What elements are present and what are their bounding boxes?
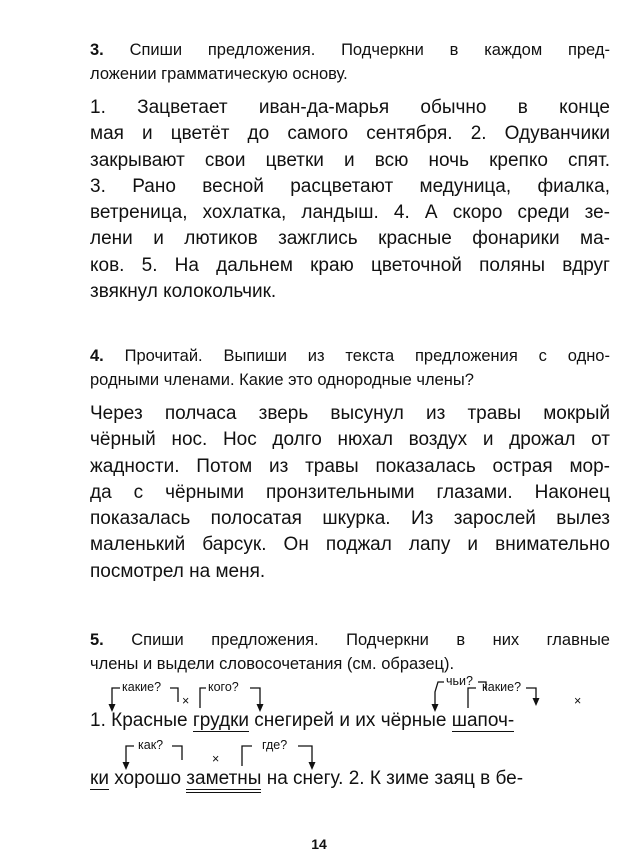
text-fragment: снегирей и их чёрные [249, 710, 452, 731]
text-line: 3. Рано весной расцветают медуница, фиалка, [90, 175, 610, 197]
text-line: звякнул колокольчик. [90, 281, 277, 303]
subject-word: ки [90, 768, 109, 789]
question-label: какие? [482, 680, 522, 694]
text-line: мая и цветёт до самого сентября. 2. Одуванчики [90, 123, 610, 145]
text-line: ков. 5. На дальнем краю цветочной поляны вдруг [90, 254, 610, 276]
text-line: 1. Зацветает иван-да-марья обычно в конце [90, 97, 610, 118]
page-number: 14 [311, 836, 327, 852]
question-label: где? [262, 738, 288, 752]
subject-word: шапоч- [451, 710, 515, 731]
text-fragment: 1. Красные [90, 710, 193, 731]
text-line: ветреница, хохлатка, ландыш. 4. А скоро среди зе- [90, 202, 610, 224]
task-3-number: 3. [90, 41, 104, 59]
text-line: чёрный нос. Нос долго нюхал воздух и дрожал от [90, 429, 610, 451]
text-line: показалась полосатая шкурка. Из зарослей вылез [90, 508, 610, 530]
task-5-number: 5. [90, 631, 104, 649]
text-line: маленький барсук. Он поджал лапу и внимательно [90, 534, 610, 556]
text-line: да с чёрными пронзительными глазами. Наконец [90, 481, 610, 503]
arrow-kakie-2 [468, 688, 476, 708]
arrow-kogo [200, 688, 206, 708]
cross-mark: × [182, 694, 190, 708]
task-4-number: 4. [90, 347, 104, 365]
task-4-instruction [90, 344, 610, 392]
arrow-gde [242, 746, 252, 766]
question-label: какие? [122, 680, 162, 694]
task-3 [90, 38, 610, 305]
text-line: закрывают свои цветки и всю ночь крепко спят. [90, 149, 610, 171]
instruction-line: члены и выдели словосочетания (см. образец). [90, 655, 455, 673]
instruction-line: ложении грамматическую основу. [90, 65, 348, 83]
cross-mark: × [574, 694, 582, 708]
subject-word: грудки [192, 710, 249, 731]
instruction-line: Спиши предложения. Подчеркни в них главные [131, 631, 610, 649]
text-line: Через полчаса зверь высунул из травы мокрый [90, 403, 610, 424]
instruction-line: Прочитай. Выпиши из текста предложения с одно- [124, 347, 610, 365]
text-fragment: на снегу. 2. К зиме заяц в бе- [261, 768, 524, 789]
cross-mark: × [212, 752, 220, 766]
example-line-1 [90, 710, 514, 732]
task-5-example [90, 674, 610, 808]
instruction-line: родными членами. Какие это однородные члены? [90, 371, 474, 389]
predicate-word: заметны [186, 768, 261, 793]
task-3-instruction [90, 38, 610, 86]
text-fragment: хорошо [108, 768, 187, 789]
task-4 [90, 344, 610, 585]
task-3-text [90, 95, 610, 305]
question-label: кого? [208, 680, 239, 694]
question-label: как? [138, 738, 164, 752]
text-line: лени и лютиков зажглись красные фонарики ма- [90, 228, 610, 250]
text-line: посмотрел на меня. [90, 560, 266, 582]
question-label: чьи? [446, 674, 473, 688]
task-5 [90, 628, 610, 676]
instruction-line: Спиши предложения. Подчеркни в каждом пред- [129, 41, 610, 59]
example-line-2 [90, 768, 523, 790]
text-line: жадности. Потом из травы показалась острая мор- [90, 455, 610, 477]
task-4-text [90, 401, 610, 585]
task-5-instruction [90, 628, 610, 676]
